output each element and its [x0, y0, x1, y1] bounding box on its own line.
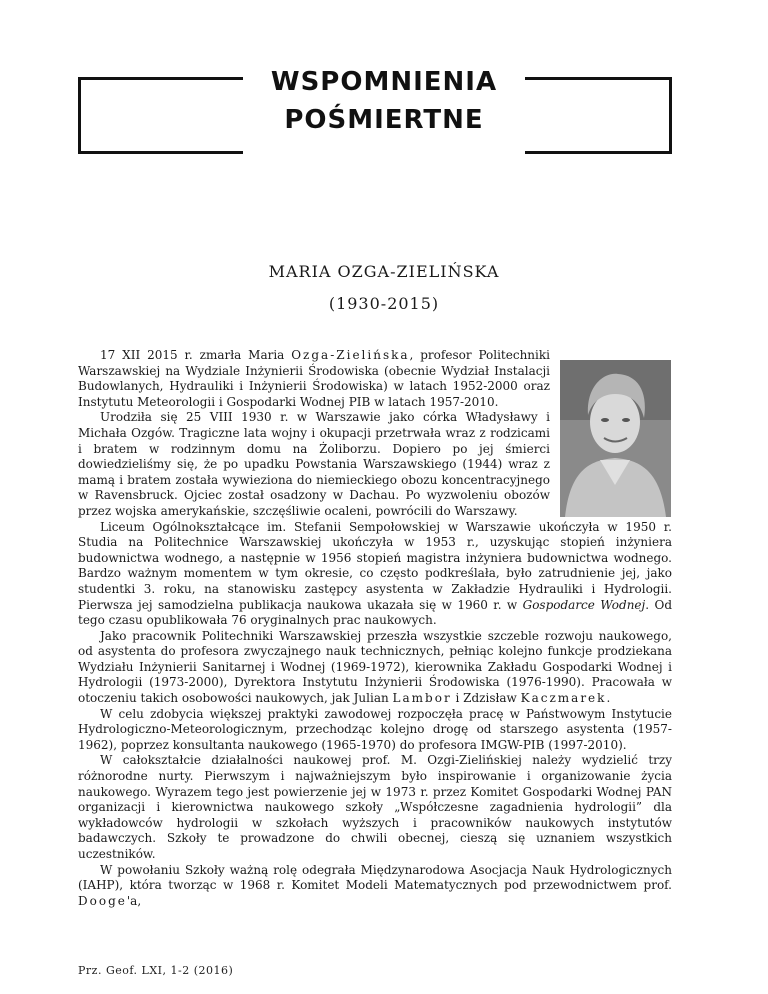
paragraph-3-end: . Od tego czasu opublikowała 76 oryginalnych prac naukowych.	[78, 597, 673, 628]
paragraph-1-end: , profesor Politechniki Warszawskiej na Wydziale Inżynierii Środowiska (obecnie Wydział Instalacji Budowlanych, Hydrauliki i Inżynierii Środowiska) w latach 1952-2000 oraz Instytutu Meteorologii i Gospodarki Wodnej PIB w latach 1957-2010.	[78, 348, 550, 409]
paragraph-4	[78, 629, 672, 707]
person-name: Ozga-Zielińska	[291, 348, 410, 362]
paragraph-3	[78, 520, 672, 629]
footer-citation: Prz. Geof. LXI, 1-2 (2016)	[78, 964, 234, 977]
paragraph-1-start: 17 XII 2015 r. zmarła Maria	[100, 348, 292, 362]
paragraph-5: W celu zdobycia większej praktyki zawodowej rozpoczęła pracę w Państwowym Instytucie Hydrologiczno-Meteorologicznym, przechodząc kolejno drogę od starszego asystenta (1957-1962), poprzez konsultanta naukowego (1965-1970) do profesora IMGW-PIB (1997-2010).	[78, 706, 672, 752]
author-heading	[0, 256, 768, 320]
paragraph-7	[78, 863, 672, 910]
paragraph-7-start: W powołaniu Szkoły ważną rolę odegrała Międzynarodowa Asocjacja Nauk Hydrologicznych (IAHP), która tworząc w 1968 r. Komitet Modeli Matematycznych pod przewodnictwem prof.	[78, 862, 672, 893]
paragraph-1	[78, 348, 550, 410]
paragraph-7-end: 'a,	[126, 893, 142, 908]
author-years: (1930-2015)	[328, 294, 440, 313]
paragraph-4-mid: i Zdzisław	[451, 691, 521, 706]
person-name: Lambor	[392, 691, 452, 706]
person-name: Dooge	[78, 893, 127, 908]
journal-title: Gospodarce Wodnej	[522, 597, 646, 612]
article-body	[78, 348, 672, 909]
paragraph-4-end: .	[606, 691, 611, 706]
paragraph-4-start: Jako pracownik Politechniki Warszawskiej przeszła wszystkie szczeble rozwoju naukowego, od asystenta do profesora zwyczajnego nauk technicznych, pełniąc kolejno funkcje prodziekana Wydziału Inżynierii Sanitarnej i Wodnej (1969-1972), kierownika Zakładu Gospodarki Wodnej i Hydrologii (1973-2000), Dyrektora Instytutu Inżynierii Środowiska (1976-1990). Pracowała w otoczeniu takich osobowości naukowych, jak Julian	[78, 628, 672, 706]
person-name: Kaczmarek	[520, 691, 607, 706]
paragraph-3-start: Liceum Ogólnokształcące im. Stefanii Sempołowskiej w Warszawie ukończyła w 1950 r. Studia na Politechnice Warszawskiej ukończyła w 1953 r., uzyskując stopień inżyniera budownictwa wodnego, a następnie w 1956 stopień magistra inżyniera budownictwa wodnego. Bardzo ważnym momentem w tym okresie, co często podkreślała, było zatrudnienie jej, jako studentki 3. roku, na stanowisku zastępcy asystenta w Zakładzie Hydrauliki i Hydrologii. Pierwsza jej samodzielna publikacja naukowa ukazała się w 1960 r. w	[78, 519, 672, 612]
paragraph-6: W całokształcie działalności naukowej prof. M. Ozgi-Zielińskiej należy wydzielić trzy różnorodne nurty. Pierwszym i najważniejszym było inspirowanie i organizowanie życia naukowego. Wyrazem tego jest powierzenie jej w 1973 r. przez Komitet Gospodarki Wodnej PAN organizacji i kierownictwa naukowego szkoły „Współczesne zagadnienia hydrologii” dla wykładowców hydrologii w szkołach wyższych i pracowników naukowych instytutów badawczych. Szkoły te prowadzone do chwili obecnej, cieszą się uznaniem wszystkich uczestników.	[78, 753, 672, 861]
section-title-line-1: WSPOMNIENIA	[270, 67, 498, 97]
author-name: MARIA OZGA-ZIELIŃSKA	[268, 262, 500, 281]
paragraph-2: Urodziła się 25 VIII 1930 r. w Warszawie jako córka Władysławy i Michała Ozgów. Tragiczne lata wojny i okupacji przetrwała wraz z rodzicami i bratem w rodzinnym domu na Żoliborzu. Dopiero po jej śmierci dowiedzieliśmy się, że po upadku Powstania Warszawskiego (1944) wraz z mamą i bratem została wywieziona do niemieckiego obozu koncentracyjnego w Ravensbruck. Ojciec został osadzony w Dachau. Po wyzwoleniu obozów przez wojska amerykańskie, szczęśliwie ocaleni, powrócili do Warszawy.	[78, 410, 550, 518]
section-title-line-2: POŚMIERTNE	[284, 105, 484, 135]
section-header	[243, 63, 525, 159]
